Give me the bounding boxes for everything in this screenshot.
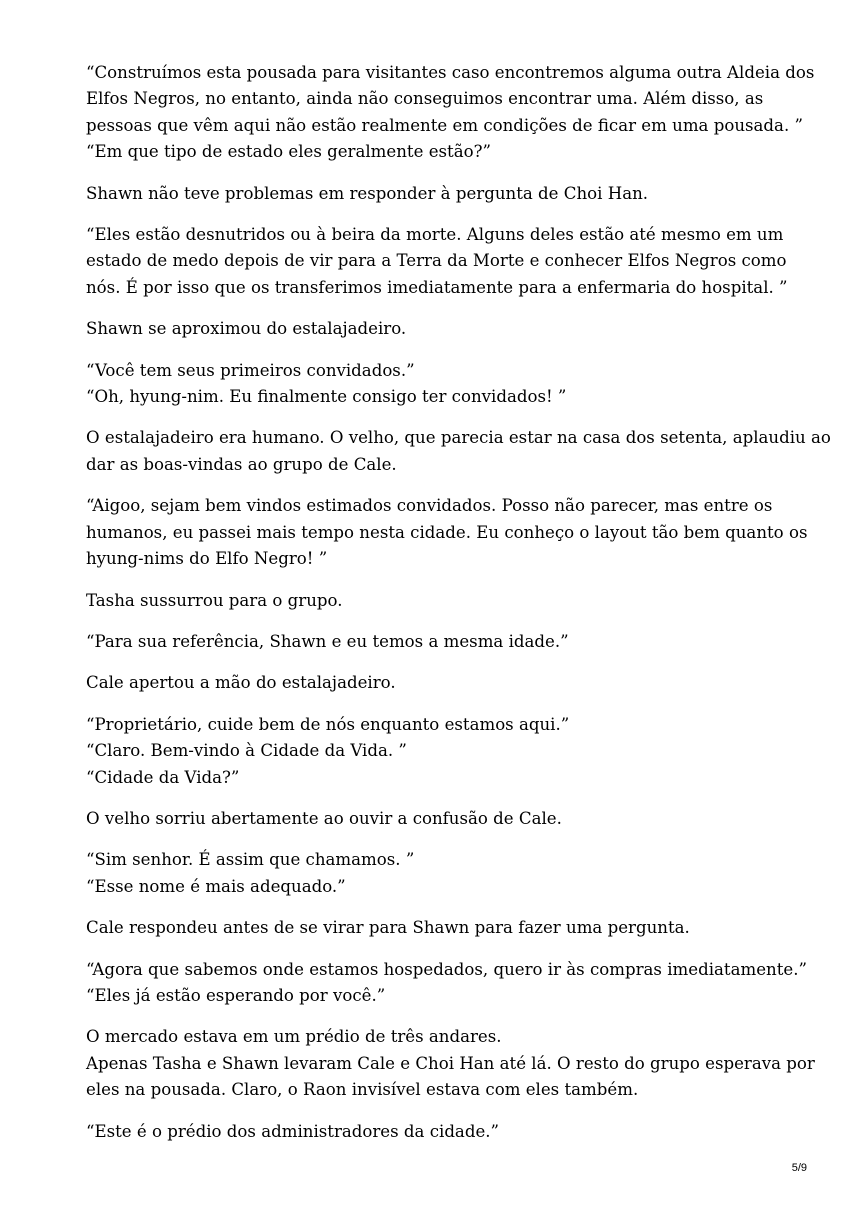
text-line: “Eles já estão esperando por você.” xyxy=(86,985,386,1005)
text-line: “Cidade da Vida?” xyxy=(86,767,240,787)
text-line: O estalajadeiro era humano. O velho, que parecia estar na casa dos setenta, aplaudiu ao xyxy=(86,428,831,448)
text-line: Cale apertou a mão do estalajadeiro. xyxy=(86,673,396,693)
document-body xyxy=(86,60,831,1160)
paragraph xyxy=(86,493,808,572)
text-line: Elfos Negros, no entanto, ainda não conseguimos encontrar uma. Além disso, as xyxy=(86,89,764,109)
text-line: eles na pousada. Claro, o Raon invisível estava com eles também. xyxy=(86,1080,639,1100)
paragraph xyxy=(86,588,786,614)
paragraph xyxy=(86,670,786,696)
text-line: “Para sua referência, Shawn e eu temos a mesma idade.” xyxy=(86,631,569,651)
text-line: humanos, eu passei mais tempo nesta cidade. Eu conheço o layout tão bem quanto os xyxy=(86,522,808,542)
paragraph xyxy=(86,1024,815,1103)
text-line: hyung-nims do Elfo Negro! ” xyxy=(86,549,328,569)
text-line: “Claro. Bem-vindo à Cidade da Vida. ” xyxy=(86,741,407,761)
text-line: nós. É por isso que os transferimos imediatamente para a enfermaria do hospital. ” xyxy=(86,277,788,297)
paragraph xyxy=(86,806,786,832)
text-line: “Sim senhor. É assim que chamamos. ” xyxy=(86,850,415,870)
paragraph xyxy=(86,712,786,791)
paragraph xyxy=(86,358,786,411)
text-line: “Oh, hyung-nim. Eu finalmente consigo ter convidados! ” xyxy=(86,387,567,407)
text-line: O mercado estava em um prédio de três andares. xyxy=(86,1027,502,1047)
text-line: “Esse nome é mais adequado.” xyxy=(86,876,346,896)
text-line: “Agora que sabemos onde estamos hospedados, quero ir às compras imediatamente.” xyxy=(86,959,807,979)
text-line: “Em que tipo de estado eles geralmente estão?” xyxy=(86,142,491,162)
text-line: “Eles estão desnutridos ou à beira da morte. Alguns deles estão até mesmo em um xyxy=(86,225,784,245)
text-line: Tasha sussurrou para o grupo. xyxy=(86,590,343,610)
paragraph xyxy=(86,60,815,166)
text-line: pessoas que vêm aqui não estão realmente em condições de ficar em uma pousada. ” xyxy=(86,115,803,135)
text-line: Shawn não teve problemas em responder à pergunta de Choi Han. xyxy=(86,183,649,203)
paragraph xyxy=(86,425,831,478)
text-line: estado de medo depois de vir para a Terra da Morte e conhecer Elfos Negros como xyxy=(86,251,787,271)
paragraph xyxy=(86,629,786,655)
paragraph xyxy=(86,847,786,900)
paragraph xyxy=(86,915,786,941)
text-line: Cale respondeu antes de se virar para Shawn para fazer uma pergunta. xyxy=(86,918,690,938)
paragraph xyxy=(86,957,807,1010)
text-line: “Você tem seus primeiros convidados.” xyxy=(86,360,415,380)
paragraph xyxy=(86,222,786,301)
paragraph xyxy=(86,316,786,342)
text-line: Apenas Tasha e Shawn levaram Cale e Choi Han até lá. O resto do grupo esperava por xyxy=(86,1053,815,1073)
text-line: dar as boas-vindas ao grupo de Cale. xyxy=(86,454,397,474)
text-line: “Aigoo, sejam bem vindos estimados convidados. Posso não parecer, mas entre os xyxy=(86,496,773,516)
text-line: Shawn se aproximou do estalajadeiro. xyxy=(86,319,407,339)
paragraph xyxy=(86,181,786,207)
page-number: 5/9 xyxy=(791,1162,807,1174)
text-line: “Este é o prédio dos administradores da cidade.” xyxy=(86,1121,500,1141)
text-line: “Construímos esta pousada para visitantes caso encontremos alguma outra Aldeia dos xyxy=(86,63,815,82)
text-line: O velho sorriu abertamente ao ouvir a confusão de Cale. xyxy=(86,808,562,828)
text-line: “Proprietário, cuide bem de nós enquanto estamos aqui.” xyxy=(86,714,570,734)
paragraph xyxy=(86,1119,786,1145)
